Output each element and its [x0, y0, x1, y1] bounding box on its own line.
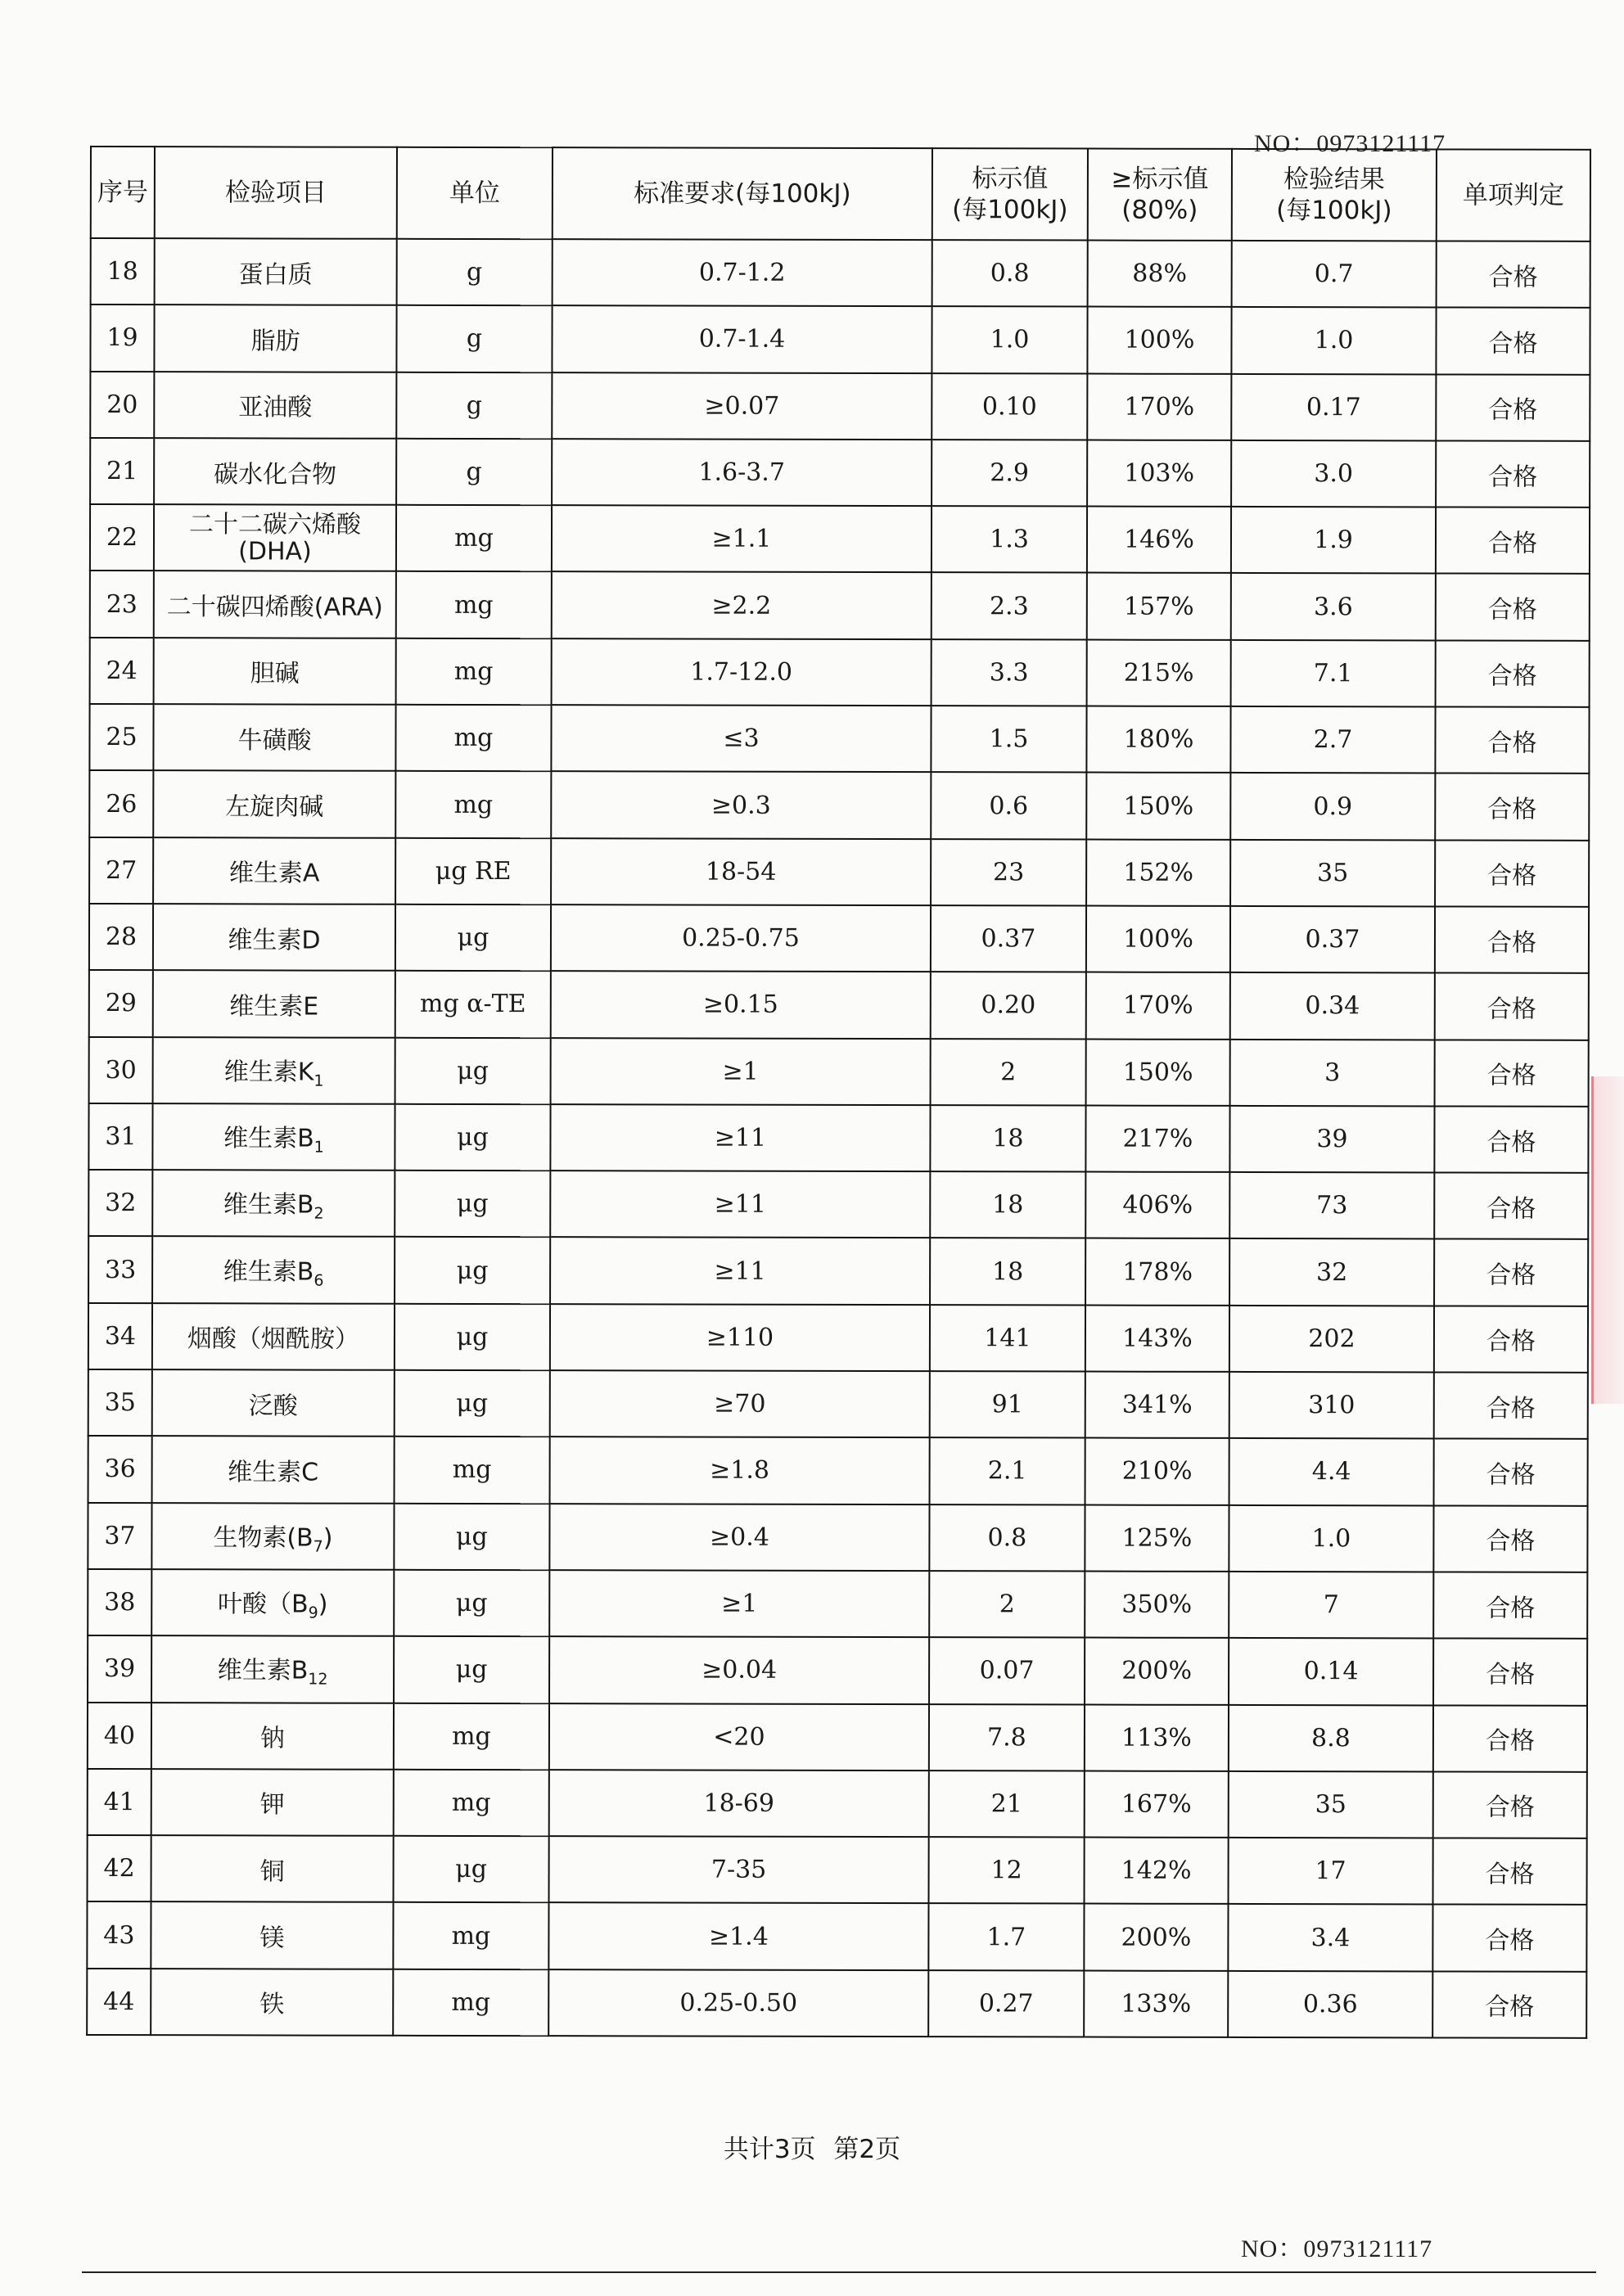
cell-label-value: 21: [929, 1770, 1085, 1838]
cell-unit: g: [396, 372, 552, 439]
cell-item: 维生素$B_2$: [152, 1170, 395, 1237]
header-seq: 序号: [91, 147, 155, 238]
cell-result: 2.7: [1230, 706, 1435, 774]
cell-standard: 1.6-3.7: [552, 439, 932, 506]
cell-label-value: 0.27: [928, 1970, 1084, 2037]
cell-standard: ≥1: [551, 1038, 931, 1105]
cell-seq: 24: [90, 638, 154, 704]
table-row: [87, 1969, 1586, 2038]
cell-unit: mg: [393, 1969, 548, 2036]
cell-unit: g: [397, 239, 553, 306]
cell-unit: μg RE: [395, 837, 551, 904]
table-row: [88, 1635, 1587, 1705]
cell-unit: μg: [395, 1237, 550, 1304]
cell-item: 胆碱: [154, 638, 396, 705]
cell-unit: mg: [396, 571, 552, 638]
cell-judgment: 合格: [1433, 1771, 1587, 1838]
cell-seq: 22: [90, 504, 154, 571]
cell-standard: ≥11: [550, 1104, 930, 1171]
table-row: [88, 1236, 1588, 1306]
cell-item: 维生素$B_6$: [152, 1237, 395, 1304]
report-number-bottom: NO：0973121117: [1241, 2235, 1433, 2262]
cell-item: 亚油酸: [154, 372, 396, 439]
cell-standard: 0.25-0.75: [551, 904, 931, 972]
cell-label-value: 0.37: [931, 905, 1086, 972]
cell-result: 0.36: [1228, 1971, 1432, 2038]
cell-seq: 29: [89, 970, 153, 1036]
cell-standard: <20: [549, 1703, 929, 1770]
cell-result: 0.14: [1229, 1638, 1433, 1705]
table-row: [90, 372, 1590, 441]
cell-seq: 21: [90, 438, 154, 504]
cell-result: 35: [1230, 840, 1435, 907]
cell-standard: 7-35: [549, 1836, 929, 1903]
cell-judgment: 合格: [1433, 1639, 1587, 1706]
cell-standard: ≥0.04: [549, 1636, 929, 1703]
cell-standard: 0.7-1.4: [552, 305, 932, 372]
cell-seq: 38: [88, 1569, 151, 1635]
cell-seq: 37: [88, 1503, 151, 1569]
cell-label-value: 0.6: [931, 773, 1086, 840]
cell-ratio: 180%: [1086, 706, 1230, 774]
table-row: [90, 304, 1590, 374]
cell-ratio: 143%: [1085, 1305, 1229, 1372]
cell-ratio: 200%: [1085, 1638, 1229, 1705]
cell-ratio: 157%: [1087, 573, 1231, 640]
cell-standard: 1.7-12.0: [552, 638, 932, 706]
cell-result: 0.17: [1231, 374, 1436, 441]
cell-label-value: 0.07: [929, 1637, 1085, 1704]
cell-seq: 27: [89, 837, 153, 904]
cell-judgment: 合格: [1434, 1106, 1588, 1173]
cell-seq: 28: [89, 904, 153, 970]
cell-seq: 39: [88, 1635, 151, 1702]
cell-label-value: 2: [931, 1039, 1086, 1106]
cell-result: 3.6: [1231, 573, 1436, 640]
table-row: [89, 904, 1589, 973]
cell-judgment: 合格: [1436, 640, 1590, 707]
cell-seq: 40: [88, 1703, 151, 1769]
cell-judgment: 合格: [1435, 973, 1589, 1040]
cell-seq: 19: [90, 304, 154, 371]
cell-item: 铜: [151, 1835, 394, 1902]
cell-result: 0.37: [1230, 906, 1435, 973]
cell-label-value: 0.8: [929, 1504, 1085, 1572]
cell-item: 脂肪: [154, 304, 396, 372]
header-ratio: ≥标示值 (80%): [1088, 149, 1232, 241]
cell-label-value: 1.0: [932, 306, 1087, 373]
cell-item: 维生素C: [152, 1437, 395, 1504]
cell-result: 32: [1229, 1238, 1434, 1306]
cell-judgment: 合格: [1436, 574, 1590, 641]
cell-result: 202: [1229, 1306, 1434, 1373]
cell-judgment: 合格: [1433, 1572, 1587, 1639]
table-row: [88, 1569, 1587, 1639]
cell-label-value: 12: [929, 1837, 1085, 1904]
table-row: [90, 438, 1590, 507]
red-seal-stamp: [1591, 1076, 1624, 1404]
inspection-results-table: [86, 146, 1591, 2039]
cell-standard: 18-54: [551, 838, 931, 905]
cell-unit: μg: [394, 1570, 549, 1637]
cell-unit: mg: [396, 505, 552, 572]
cell-seq: 36: [88, 1436, 152, 1502]
cell-label-value: 18: [930, 1171, 1085, 1238]
cell-result: 8.8: [1229, 1704, 1433, 1771]
cell-judgment: 合格: [1433, 1838, 1587, 1906]
cell-label-value: 18: [930, 1105, 1085, 1172]
cell-item: 叶酸$(B_9)$: [151, 1569, 394, 1636]
cell-standard: ≥1.1: [552, 505, 932, 572]
cell-unit: μg: [395, 1171, 550, 1238]
cell-ratio: 152%: [1086, 839, 1230, 906]
cell-item: 二十二碳六烯酸 (DHA): [154, 504, 396, 571]
report-number-top: NO：0973121117: [1254, 130, 1446, 157]
cell-label-value: 2.9: [932, 440, 1087, 507]
cell-result: 73: [1229, 1172, 1434, 1239]
cell-ratio: 103%: [1087, 440, 1231, 507]
cell-result: 3.4: [1228, 1904, 1432, 1971]
cell-unit: mg: [393, 1902, 548, 1969]
cell-item: 维生素$B_1$: [152, 1103, 395, 1171]
cell-seq: 32: [88, 1170, 152, 1236]
cell-judgment: 合格: [1436, 440, 1590, 507]
cell-unit: mg: [394, 1770, 549, 1837]
cell-seq: 30: [89, 1037, 153, 1103]
cell-result: 17: [1229, 1838, 1433, 1905]
cell-ratio: 150%: [1086, 1039, 1230, 1106]
cell-item: 钠: [151, 1703, 394, 1770]
table-row: [89, 1037, 1589, 1107]
cell-result: 0.9: [1230, 773, 1435, 840]
cell-result: 4.4: [1229, 1438, 1434, 1505]
cell-judgment: 合格: [1435, 840, 1589, 907]
table-row: [88, 1303, 1588, 1373]
cell-judgment: 合格: [1435, 774, 1589, 841]
table-row: [88, 1170, 1588, 1239]
cell-item: 维生素$B_{12}$: [151, 1635, 394, 1703]
cell-unit: μg: [395, 1370, 550, 1437]
table-row: [89, 970, 1589, 1040]
cell-label-value: 0.20: [931, 972, 1086, 1039]
cell-unit: μg: [395, 1037, 551, 1104]
cell-standard: 0.7-1.2: [553, 239, 932, 306]
cell-result: 1.9: [1231, 507, 1436, 574]
cell-item: 铁: [151, 1969, 393, 2036]
cell-seq: 34: [88, 1303, 152, 1369]
table-row: [88, 1835, 1587, 1905]
cell-item: 蛋白质: [155, 238, 397, 305]
cell-unit: μg: [395, 1304, 550, 1371]
cell-judgment: 合格: [1434, 1239, 1588, 1306]
cell-label-value: 2.3: [932, 573, 1087, 640]
cell-judgment: 合格: [1434, 1306, 1588, 1373]
table-row: [88, 1103, 1588, 1173]
cell-unit: mg: [395, 705, 551, 772]
cell-label-value: 0.10: [932, 373, 1087, 440]
cell-seq: 18: [91, 238, 155, 304]
header-result: 检验结果 (每100kJ): [1232, 149, 1437, 241]
cell-label-value: 0.8: [932, 240, 1088, 307]
cell-label-value: 2.1: [930, 1437, 1085, 1504]
cell-ratio: 167%: [1085, 1770, 1229, 1838]
cell-ratio: 142%: [1085, 1838, 1229, 1905]
cell-unit: mg: [395, 1437, 550, 1504]
cell-item: 生物素$(B_7)$: [151, 1503, 394, 1570]
table-row: [88, 1369, 1588, 1439]
cell-label-value: 3.3: [932, 639, 1087, 706]
header-label-value: 标示值 (每100kJ): [932, 148, 1088, 240]
table-row: [89, 837, 1589, 907]
cell-judgment: 合格: [1435, 707, 1589, 774]
table-row: [90, 638, 1590, 707]
cell-judgment: 合格: [1432, 1905, 1586, 1972]
cell-unit: mg α-TE: [395, 971, 551, 1038]
cell-ratio: 170%: [1086, 972, 1230, 1040]
cell-seq: 25: [89, 704, 153, 770]
cell-unit: μg: [394, 1636, 549, 1703]
table-row: [87, 1901, 1586, 1971]
cell-judgment: 合格: [1435, 906, 1589, 973]
cell-item: 烟酸（烟酰胺）: [152, 1303, 395, 1370]
table-row: [91, 238, 1590, 308]
cell-result: 35: [1229, 1771, 1433, 1838]
cell-item: 维生素D: [153, 904, 395, 971]
cell-standard: ≤3: [551, 705, 931, 772]
table-row: [90, 571, 1590, 640]
cell-item: 钾: [151, 1769, 394, 1836]
cell-judgment: 合格: [1435, 1040, 1589, 1107]
cell-ratio: 100%: [1086, 906, 1230, 973]
cell-judgment: 合格: [1436, 308, 1590, 375]
cell-standard: ≥1.4: [548, 1903, 928, 1970]
cell-judgment: 合格: [1436, 507, 1590, 575]
cell-judgment: 合格: [1433, 1505, 1587, 1572]
table-row: [89, 770, 1589, 840]
cell-item: 维生素$K_1$: [153, 1037, 395, 1104]
cell-ratio: 215%: [1087, 639, 1231, 706]
cell-label-value: 7.8: [929, 1704, 1085, 1771]
cell-seq: 26: [89, 770, 153, 837]
cell-label-value: 1.3: [932, 506, 1087, 573]
cell-result: 3.0: [1231, 440, 1436, 507]
cell-unit: mg: [396, 638, 552, 706]
cell-ratio: 350%: [1085, 1571, 1229, 1638]
table-row: [88, 1436, 1588, 1505]
cell-label-value: 2: [929, 1571, 1085, 1638]
cell-judgment: 合格: [1433, 1705, 1587, 1772]
cell-unit: μg: [394, 1836, 549, 1903]
table-header-row: [91, 147, 1590, 241]
cell-seq: 43: [87, 1901, 151, 1968]
cell-standard: 18-69: [549, 1770, 929, 1837]
cell-item: 碳水化合物: [154, 438, 396, 505]
cell-judgment: 合格: [1432, 1971, 1586, 2038]
cell-standard: ≥2.2: [552, 572, 932, 639]
cell-ratio: 210%: [1085, 1438, 1229, 1505]
table-row: [88, 1769, 1587, 1838]
cell-ratio: 125%: [1085, 1504, 1229, 1572]
cell-seq: 23: [90, 571, 154, 637]
cell-standard: ≥0.15: [551, 971, 931, 1038]
cell-result: 7.1: [1231, 640, 1436, 707]
cell-ratio: 217%: [1085, 1105, 1229, 1172]
cell-standard: ≥0.4: [549, 1504, 929, 1571]
cell-ratio: 146%: [1087, 507, 1231, 574]
cell-seq: 44: [87, 1969, 151, 2035]
cell-result: 0.7: [1232, 241, 1437, 308]
cell-unit: g: [396, 439, 552, 506]
table-row: [90, 504, 1590, 574]
table-row: [88, 1703, 1587, 1772]
cell-ratio: 133%: [1084, 1970, 1228, 2037]
cell-item: 维生素E: [153, 970, 395, 1037]
cell-standard: ≥0.3: [551, 772, 931, 839]
cell-seq: 33: [88, 1236, 152, 1302]
cell-seq: 41: [88, 1769, 151, 1835]
cell-standard: ≥70: [550, 1370, 930, 1437]
cell-label-value: 141: [930, 1305, 1085, 1372]
cell-item: 牛磺酸: [153, 704, 395, 771]
cell-unit: g: [396, 305, 552, 372]
cell-result: 1.0: [1229, 1505, 1433, 1572]
cell-result: 39: [1229, 1106, 1434, 1173]
cell-judgment: 合格: [1434, 1173, 1588, 1240]
cell-standard: ≥0.07: [552, 372, 932, 440]
cell-unit: μg: [395, 1104, 550, 1171]
header-unit: 单位: [397, 147, 553, 239]
cell-judgment: 合格: [1434, 1372, 1588, 1439]
cell-ratio: 341%: [1085, 1372, 1229, 1439]
cell-result: 1.0: [1231, 307, 1436, 374]
cell-result: 0.34: [1230, 972, 1435, 1040]
cell-result: 310: [1229, 1372, 1434, 1439]
cell-unit: μg: [394, 1503, 549, 1570]
cell-item: 维生素A: [153, 837, 395, 904]
cell-item: 二十碳四烯酸(ARA): [154, 571, 396, 638]
cell-ratio: 200%: [1084, 1904, 1228, 1971]
cell-judgment: 合格: [1434, 1439, 1588, 1506]
cell-unit: mg: [394, 1703, 549, 1770]
cell-label-value: 18: [930, 1238, 1085, 1306]
header-standard: 标准要求(每100kJ): [553, 147, 932, 240]
current-page: 第2页: [833, 2135, 901, 2164]
cell-judgment: 合格: [1437, 241, 1590, 308]
page-indicator: [0, 2128, 1624, 2165]
cell-seq: 42: [88, 1835, 151, 1901]
cell-label-value: 1.7: [928, 1904, 1084, 1971]
cell-label-value: 1.5: [931, 706, 1086, 773]
cell-standard: ≥1: [549, 1570, 929, 1637]
table-body: [87, 238, 1590, 2038]
cell-label-value: 23: [931, 839, 1086, 906]
cell-standard: ≥1.8: [550, 1437, 930, 1504]
cell-ratio: 150%: [1086, 773, 1230, 840]
cell-label-value: 91: [930, 1371, 1085, 1438]
cell-ratio: 100%: [1087, 307, 1231, 374]
cell-seq: 31: [88, 1103, 152, 1170]
cell-result: 7: [1229, 1572, 1433, 1639]
cell-ratio: 406%: [1085, 1172, 1229, 1239]
cell-result: 3: [1230, 1039, 1435, 1106]
cell-standard: ≥11: [550, 1171, 930, 1238]
cell-ratio: 170%: [1087, 373, 1231, 440]
cell-ratio: 88%: [1088, 241, 1232, 308]
footer-divider: [82, 2271, 1596, 2273]
cell-standard: 0.25-0.50: [548, 1969, 928, 2037]
cell-item: 镁: [151, 1902, 393, 1969]
cell-standard: ≥110: [550, 1304, 930, 1371]
cell-ratio: 178%: [1085, 1238, 1229, 1306]
cell-standard: ≥11: [550, 1238, 930, 1305]
header-judgment: 单项判定: [1437, 149, 1590, 241]
cell-unit: mg: [395, 771, 551, 838]
table-row: [88, 1503, 1587, 1572]
cell-item: 左旋肉碱: [153, 771, 395, 838]
table-row: [89, 704, 1589, 774]
cell-seq: 35: [88, 1369, 152, 1436]
cell-unit: μg: [395, 904, 551, 972]
cell-seq: 20: [90, 372, 154, 438]
cell-item: 泛酸: [152, 1369, 395, 1437]
header-item: 检验项目: [155, 147, 397, 239]
cell-judgment: 合格: [1436, 374, 1590, 441]
cell-ratio: 113%: [1085, 1704, 1229, 1771]
total-pages: 共计3页: [723, 2135, 816, 2164]
